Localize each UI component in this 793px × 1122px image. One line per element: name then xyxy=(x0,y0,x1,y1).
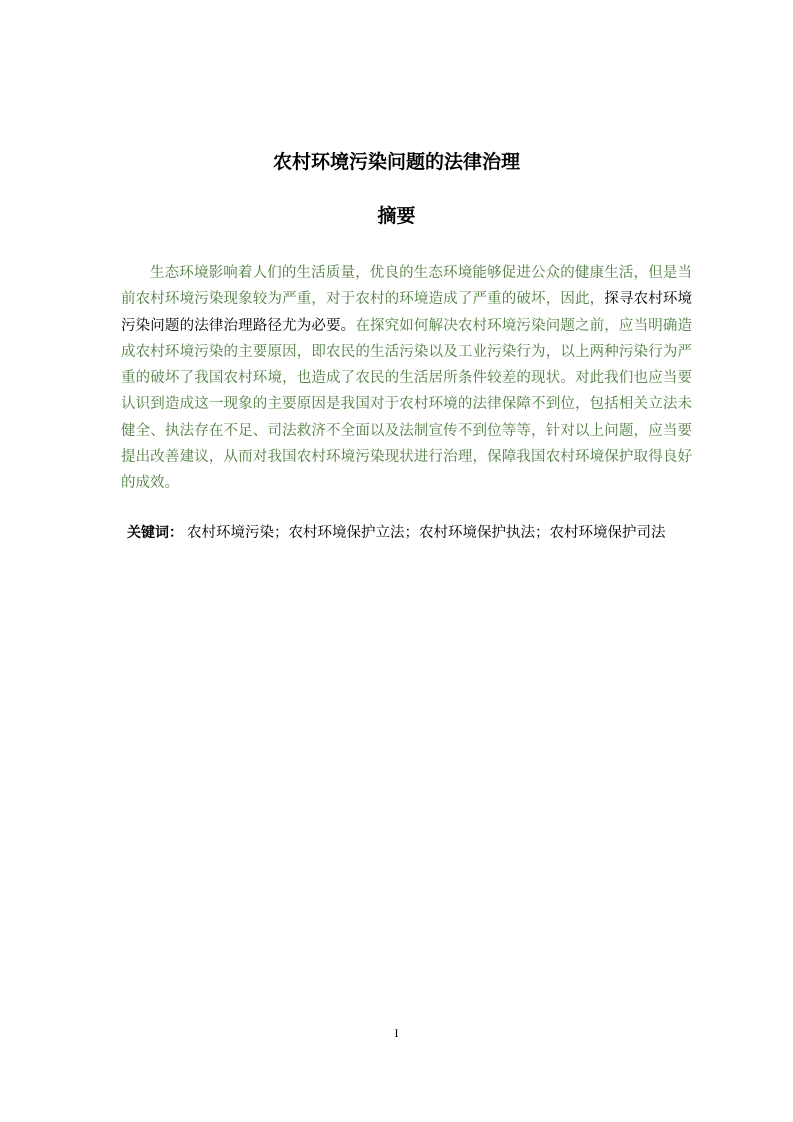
page-number: I xyxy=(394,1026,399,1040)
keywords-section xyxy=(127,523,682,544)
keywords-text: 农村环境污染；农村环境保护立法；农村环境保护执法；农村环境保护司法 xyxy=(187,525,666,541)
keywords-label: 关键词： xyxy=(127,525,183,541)
abstract-text-part-3: 在探究如何解决农村环境污染问题之前，应当明确造成农村环境污染的主要原因，即农民的生活污染以及工业污染行为，以上两种污染行为严重的破坏了我国农村环境，也造成了农民的生活居所条件较差的现状。对此我们也应当要认识到造成这一现象的主要原因是我国对于农村环境的法律保障不到位，包括相关立法未健全、执法存在不足、司法救济不全面以及法制宣传不到位等等，针对以上问题，应当要提出改善建议，从而对我国农村环境污染现状进行治理，保障我国农村环境保护取得良好的成效。 xyxy=(121,317,693,492)
abstract-text-part-1: 生态环境影响着人们的生活质量，优良的生态环境能够促进公众的健康生活，但是当前农村环境污染现象较为严重，对于农村的环境造成了严重的破坏，因此， xyxy=(121,265,692,308)
abstract-body xyxy=(121,260,692,497)
abstract-text-part-2: 探寻农村环境污染问题的法律治理路径尤为必要。 xyxy=(121,291,693,334)
abstract-heading: 摘要 xyxy=(377,205,416,227)
document-title: 农村环境污染问题的法律治理 xyxy=(272,151,520,173)
